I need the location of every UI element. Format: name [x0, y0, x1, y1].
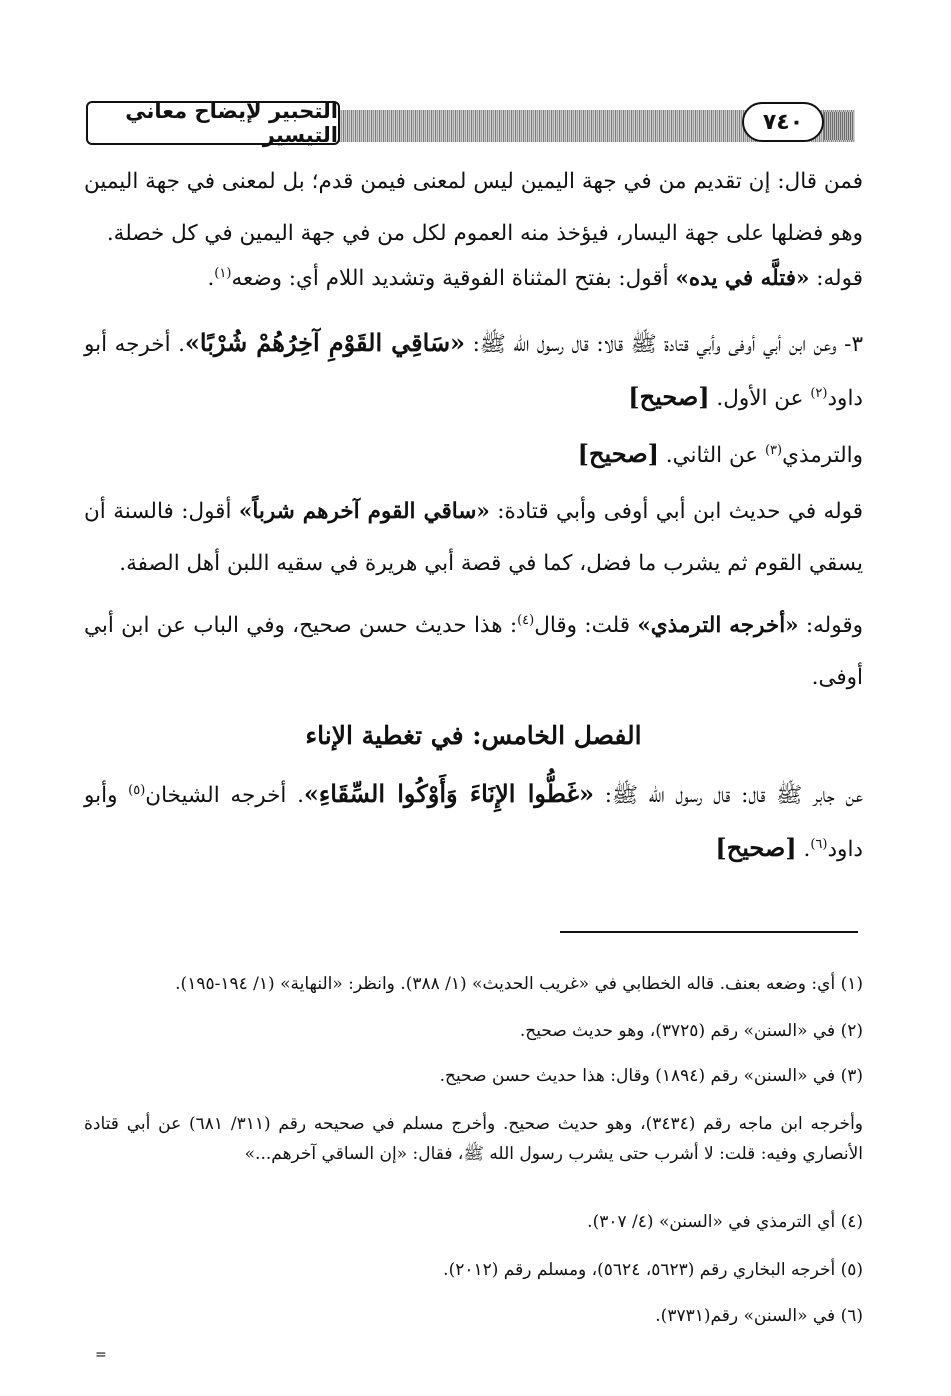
- text: وقوله:: [798, 613, 863, 638]
- header-band-end: [824, 112, 854, 140]
- footnote-2: (٢) في «السنن» رقم (٣٧٢٥)، وهو حديث صحيح.: [519, 1021, 863, 1041]
- paragraph-5: [84, 486, 863, 590]
- grade-label: [صحيح]: [715, 833, 797, 862]
- text: أقول: فالسنة أن يسقي القوم ثم يشرب ما فضل، كما في قصة أبي هريرة في سقيه اللبن أهل الصفة.: [84, 499, 863, 576]
- hadith-quote: «غَطُّوا الإِنَاءَ وَأَوْكُوا السِّقَاءِ»: [303, 779, 594, 808]
- text: عن الأول.: [709, 386, 811, 411]
- grade-label: [صحيح]: [628, 382, 710, 411]
- footnote-4: (٤) أي الترمذي في «السنن» (٤/ ٣٠٧).: [587, 1212, 863, 1232]
- paragraph-2: [84, 253, 863, 305]
- grade-label: [صحيح]: [577, 439, 659, 468]
- text: ٣- وعن ابن أبي أوفى وأبي قتادة ﷺ قالا: قال رسول الله ﷺ:: [465, 332, 863, 357]
- text: عن جابر ﷺ قال: قال رسول الله ﷺ:: [594, 783, 863, 808]
- section-heading: الفصل الخامس: في تغطية الإناء: [305, 721, 642, 750]
- text: : هذا حديث حسن صحيح، وفي الباب عن ابن أبي أوفى.: [84, 613, 863, 690]
- text: عن الثاني.: [658, 443, 765, 468]
- text: والترمذي: [782, 443, 863, 468]
- text: أقول: بفتح المثناة الفوقية وتشديد اللام أي: وضعه: [231, 266, 676, 291]
- footnote-3: (٣) في «السنن» رقم (١٨٩٤) وقال: هذا حديث حسن صحيح.: [439, 1066, 863, 1086]
- paragraph-4: [84, 428, 863, 482]
- quote: «ساقي القوم آخرهم شرباً»: [238, 499, 490, 524]
- paragraph-1: فمن قال: إن تقديم من في جهة اليمين ليس لمعنى فيمن قدم؛ بل لمعنى في جهة اليمين وهو فضلها على جهة اليسار، فيؤخذ منه العموم لكل من في جهة اليمين في كل خصلة.: [84, 169, 863, 246]
- footnote-6: (٦) في «السنن» رقم(٣٧٣١).: [655, 1306, 863, 1326]
- text: . أخرجه أبو داود: [84, 332, 863, 411]
- quote: «أخرجه الترمذي»: [637, 613, 799, 638]
- footnote-ref[interactable]: (٣): [764, 442, 783, 458]
- hadith-section-5: [84, 768, 863, 876]
- text: .: [207, 266, 215, 291]
- hadith-3: [84, 317, 863, 425]
- text: .: [796, 837, 811, 862]
- text: قوله:: [809, 266, 863, 291]
- text: . أخرجه الشيخان: [145, 783, 304, 808]
- text: وأبو داود: [84, 783, 863, 862]
- footer-mark: =: [95, 1347, 107, 1363]
- hadith-quote: «سَاقِي القَوْمِ آخِرُهُمْ شُرْبًا»: [184, 328, 466, 357]
- paragraph-6: [84, 600, 863, 704]
- footnote-3-continued: وأخرجه ابن ماجه رقم (٣٤٣٤)، وهو حديث صحيح. وأخرج مسلم في صحيحه رقم (٣١١/ ٦٨١) عن أبي قتادة الأنصاري وفيه: قلت: لا أشرب حتى يشرب رسول الله ﷺ، فقال: «إن الساقي آخرهم...»: [84, 1114, 864, 1164]
- footnote-ref[interactable]: (٦): [810, 836, 828, 852]
- footnote-ref[interactable]: (٤): [517, 612, 535, 628]
- footnote-ref[interactable]: (١): [214, 265, 232, 281]
- text: قوله في حديث ابن أبي أوفى وأبي قتادة:: [489, 499, 864, 524]
- footnote-ref[interactable]: (٢): [810, 385, 828, 401]
- footnote-ref[interactable]: (٥): [128, 782, 146, 798]
- footnote-separator: [560, 931, 858, 933]
- text: قلت: وقال: [534, 613, 638, 638]
- footnote-1: (١) أي: وضعه بعنف. قاله الخطابي في «غريب الحديث» (١/ ٣٨٨). وانظر: «النهاية» (١/ ١٩٤-١٩٥).: [175, 974, 863, 994]
- footnote-5: (٥) أخرجه البخاري رقم (٥٦٢٣، ٥٦٢٤)، ومسلم رقم (٢٠١٢).: [443, 1260, 863, 1280]
- quote: «فتلَّه في يده»: [675, 266, 810, 291]
- running-title: التحبير لإيضاح معاني التيسير: [86, 101, 340, 145]
- page-number: ٧٤٠: [742, 102, 824, 142]
